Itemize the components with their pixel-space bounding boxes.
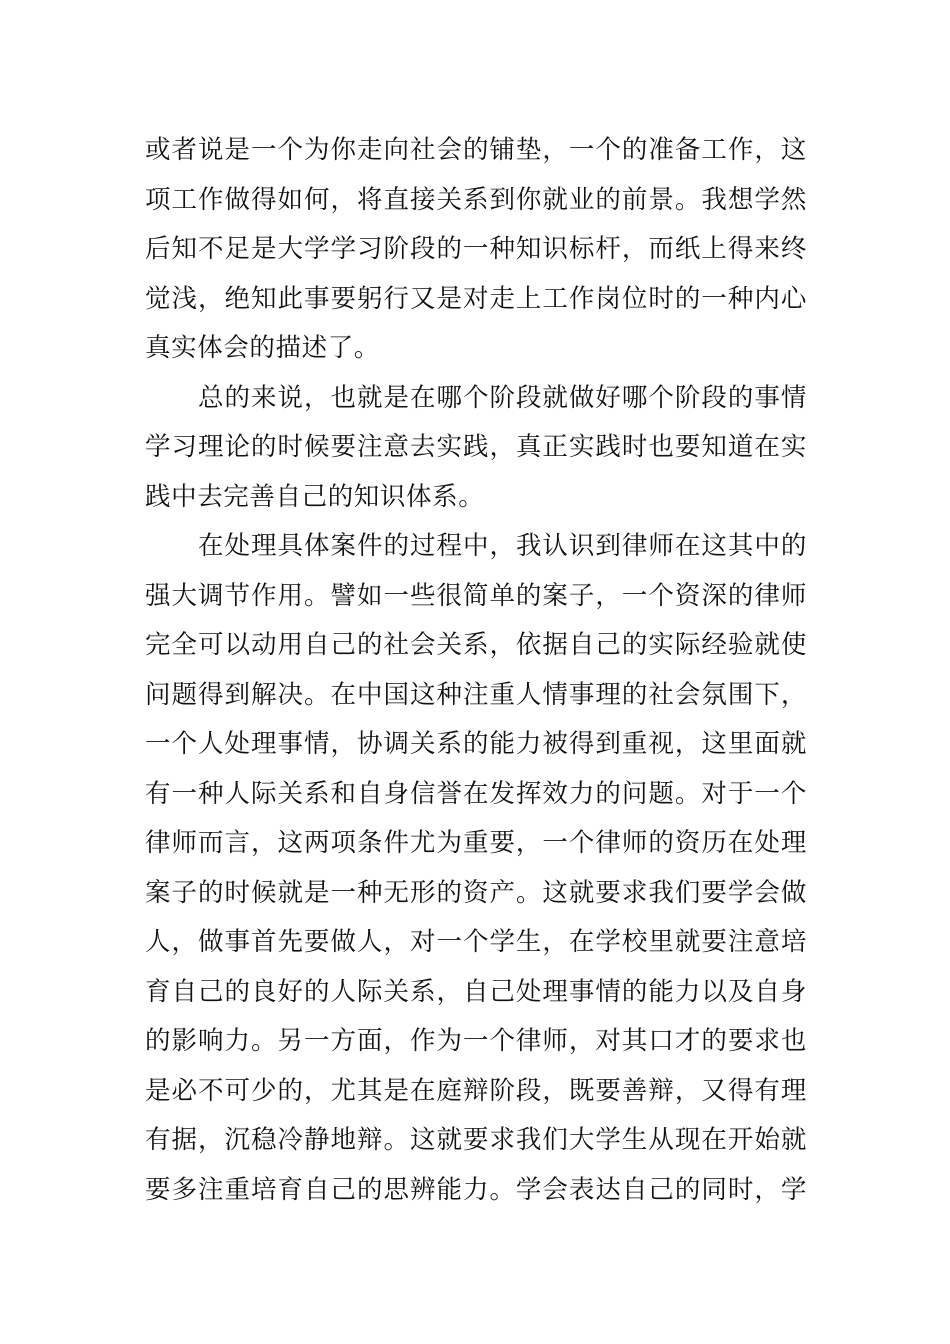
text-line: 项工作做得如何，将直接关系到你就业的前景。我想学然 [145,184,807,215]
paragraph-1 [145,126,807,374]
text-line: 总的来说，也就是在哪个阶段就做好哪个阶段的事情 [198,382,807,413]
text-line: 是必不可少的，尤其是在庭辩阶段，既要善辩，又得有理 [145,1075,807,1106]
text-line: 真实体会的描述了。 [145,333,380,363]
text-line: 践中去完善自己的知识体系。 [145,481,485,512]
text-line: 人，做事首先要做人，对一个学生，在学校里就要注意培 [145,927,807,957]
text-line: 强大调节作用。譬如一些很简单的案子，一个资深的律师 [145,580,807,611]
text-line: 觉浅，绝知此事要躬行又是对走上工作岗位时的一种内心 [145,283,807,314]
text-line: 在处理具体案件的过程中，我认识到律师在这其中的 [198,531,807,561]
text-line: 的影响力。另一方面，作为一个律师，对其口才的要求也 [145,1026,807,1056]
text-line: 问题得到解决。在中国这种注重人情事理的社会氛围下， [145,679,807,710]
text-line: 完全可以动用自己的社会关系，依据自己的实际经验就使 [145,630,807,660]
text-line: 学习理论的时候要注意去实践，真正实践时也要知道在实 [145,432,807,462]
text-line: 律师而言，这两项条件尤为重要，一个律师的资历在处理 [145,828,807,858]
paragraph-3 [145,522,807,1215]
text-line: 一个人处理事情，协调关系的能力被得到重视，这里面就 [145,729,807,759]
text-line: 后知不足是大学学习阶段的一种知识标杆，而纸上得来终 [145,234,807,264]
text-line: 有据，沉稳冷静地辩。这就要求我们大学生从现在开始就 [145,1125,807,1155]
text-line: 育自己的良好的人际关系，自己处理事情的能力以及自身 [145,976,807,1007]
text-line: 或者说是一个为你走向社会的铺垫，一个的准备工作，这 [145,135,807,165]
text-line: 有一种人际关系和自身信誉在发挥效力的问题。对于一个 [145,778,807,809]
text-line: 要多注重培育自己的思辨能力。学会表达自己的同时，学 [145,1174,807,1205]
text-line: 案子的时候就是一种无形的资产。这就要求我们要学会做 [145,877,807,908]
document-body [145,126,807,1215]
paragraph-2 [145,374,807,523]
